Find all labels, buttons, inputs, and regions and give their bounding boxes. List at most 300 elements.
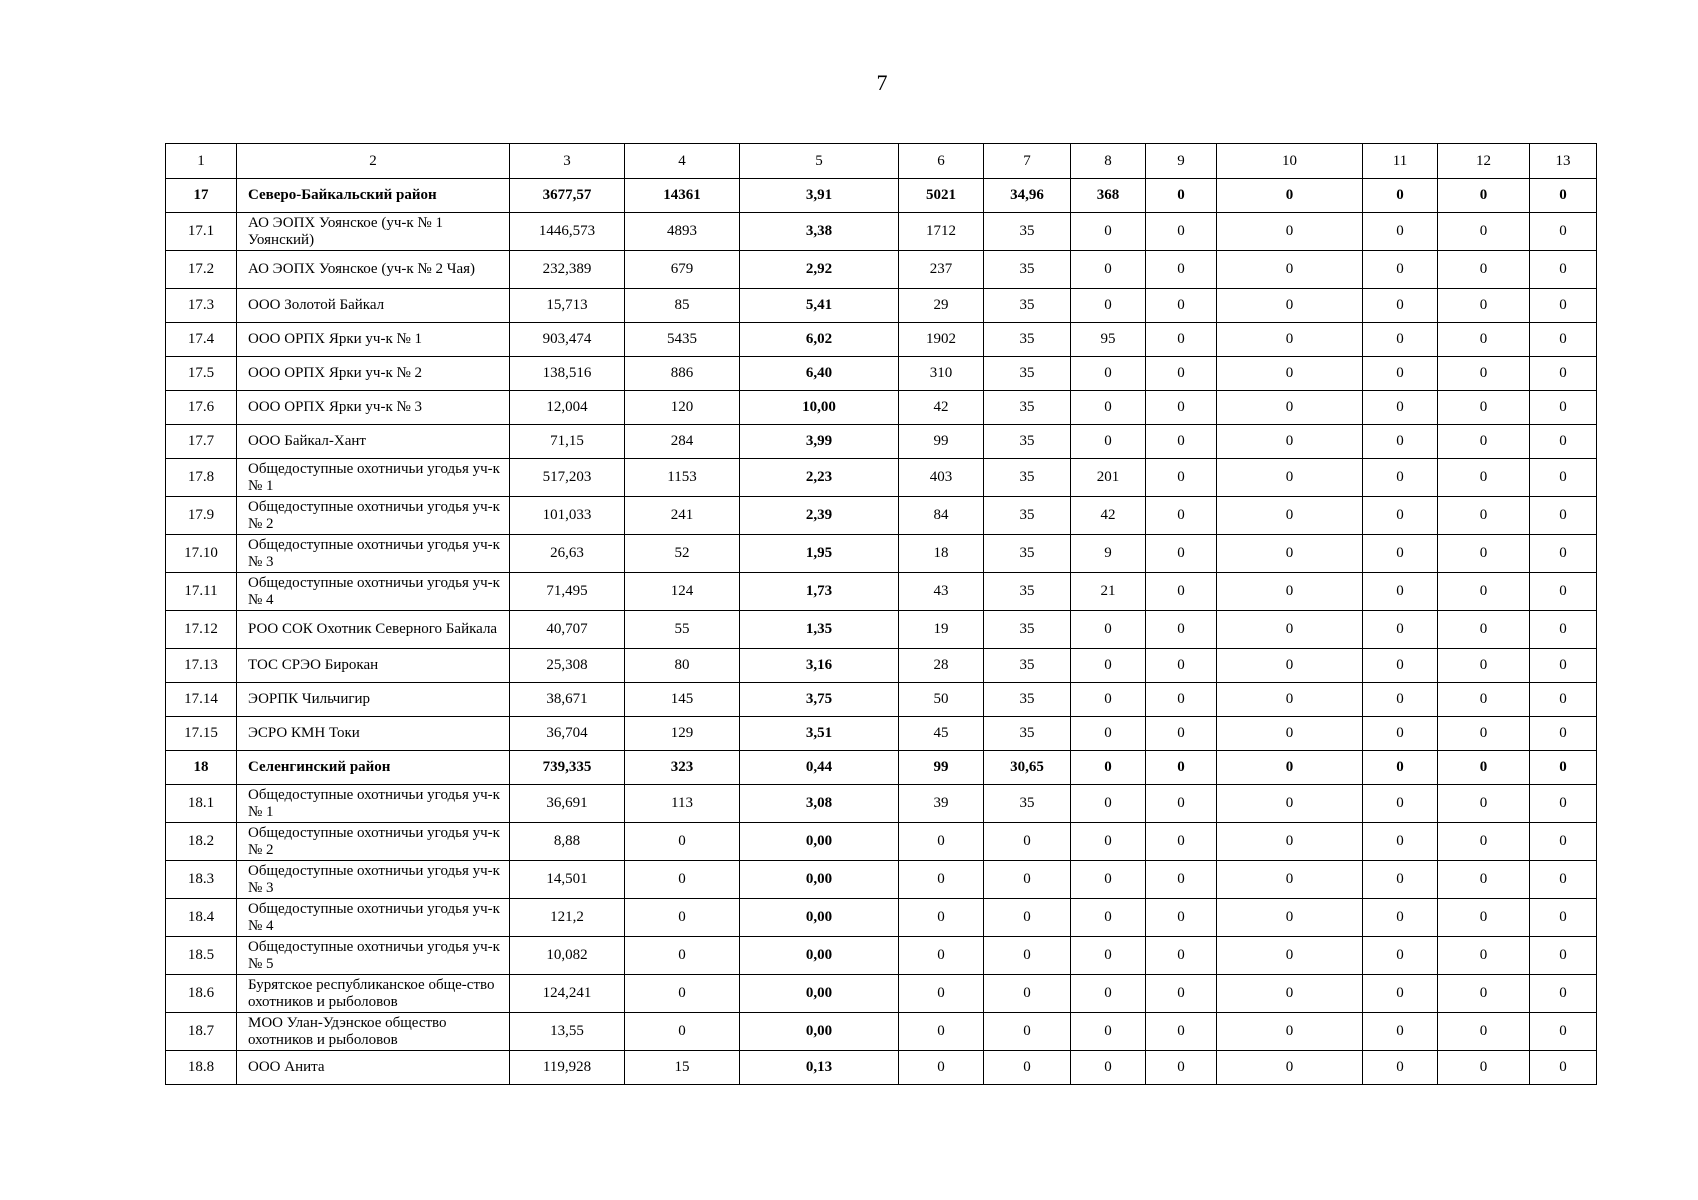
header-cell: 2 xyxy=(237,144,510,179)
table-cell: 0 xyxy=(1438,251,1530,289)
table-cell: 0 xyxy=(1363,535,1438,573)
table-cell: 0 xyxy=(899,861,984,899)
table-cell: 2,92 xyxy=(740,251,899,289)
table-row xyxy=(166,861,1597,899)
table-cell: 18 xyxy=(899,535,984,573)
header-cell: 1 xyxy=(166,144,237,179)
table-cell: 0 xyxy=(984,861,1071,899)
table-cell: 0 xyxy=(625,899,740,937)
table-cell: 323 xyxy=(625,751,740,785)
table-cell: 0 xyxy=(1071,391,1146,425)
table-cell: 0 xyxy=(625,823,740,861)
table-cell: 0 xyxy=(899,1013,984,1051)
table-cell: 0 xyxy=(1438,899,1530,937)
row-number-cell: 18.3 xyxy=(166,861,237,899)
table-cell: 0 xyxy=(1146,179,1217,213)
row-name-cell: Общедоступные охотничьи угодья уч-к № 5 xyxy=(237,937,510,975)
table-cell: 1712 xyxy=(899,213,984,251)
table-cell: 0 xyxy=(1146,357,1217,391)
table-cell: 0 xyxy=(1217,785,1363,823)
table-cell: 120 xyxy=(625,391,740,425)
table-cell: 1153 xyxy=(625,459,740,497)
table-cell: 35 xyxy=(984,213,1071,251)
row-name-cell: ООО ОРПХ Ярки уч-к № 2 xyxy=(237,357,510,391)
table-row xyxy=(166,459,1597,497)
table-cell: 113 xyxy=(625,785,740,823)
header-cell: 3 xyxy=(510,144,625,179)
table-cell: 0 xyxy=(1071,289,1146,323)
table-cell: 0 xyxy=(1071,649,1146,683)
table-cell: 0 xyxy=(1438,611,1530,649)
row-name-cell: ООО Анита xyxy=(237,1051,510,1085)
table-cell: 0 xyxy=(1146,717,1217,751)
table-cell: 5021 xyxy=(899,179,984,213)
table-cell: 0 xyxy=(1146,823,1217,861)
header-cell: 10 xyxy=(1217,144,1363,179)
table-cell: 0 xyxy=(1071,899,1146,937)
table-cell: 0 xyxy=(1438,425,1530,459)
table-cell: 0 xyxy=(1071,751,1146,785)
table-cell: 0 xyxy=(1146,649,1217,683)
table-cell: 35 xyxy=(984,251,1071,289)
table-cell: 0 xyxy=(1530,251,1597,289)
table-cell: 35 xyxy=(984,391,1071,425)
table-cell: 0 xyxy=(1530,425,1597,459)
table-cell: 145 xyxy=(625,683,740,717)
table-cell: 0 xyxy=(1438,357,1530,391)
table-cell: 43 xyxy=(899,573,984,611)
table-cell: 85 xyxy=(625,289,740,323)
table-cell: 0 xyxy=(1217,649,1363,683)
table-cell: 0 xyxy=(1071,823,1146,861)
table-cell: 0 xyxy=(1530,683,1597,717)
row-name-cell: Общедоступные охотничьи угодья уч-к № 2 xyxy=(237,497,510,535)
row-number-cell: 17.3 xyxy=(166,289,237,323)
table-cell: 3,16 xyxy=(740,649,899,683)
table-cell: 403 xyxy=(899,459,984,497)
table-row xyxy=(166,937,1597,975)
table-row xyxy=(166,751,1597,785)
table-cell: 0 xyxy=(1530,573,1597,611)
row-number-cell: 18.8 xyxy=(166,1051,237,1085)
table-cell: 1,95 xyxy=(740,535,899,573)
table-cell: 0 xyxy=(1530,535,1597,573)
table-cell: 0 xyxy=(1438,1013,1530,1051)
table-cell: 35 xyxy=(984,497,1071,535)
table-cell: 0 xyxy=(1363,717,1438,751)
table-cell: 0 xyxy=(1363,213,1438,251)
table-cell: 237 xyxy=(899,251,984,289)
table-cell: 0 xyxy=(984,937,1071,975)
table-cell: 0 xyxy=(1438,179,1530,213)
table-cell: 0 xyxy=(1146,251,1217,289)
table-cell: 0 xyxy=(1438,323,1530,357)
table-cell: 0 xyxy=(1363,497,1438,535)
table-cell: 0 xyxy=(625,861,740,899)
table-cell: 36,704 xyxy=(510,717,625,751)
table-cell: 2,39 xyxy=(740,497,899,535)
table-cell: 0 xyxy=(1530,899,1597,937)
table-cell: 0 xyxy=(899,823,984,861)
table-cell: 0 xyxy=(1438,213,1530,251)
table-cell: 0 xyxy=(1530,1013,1597,1051)
table-cell: 6,02 xyxy=(740,323,899,357)
table-cell: 0 xyxy=(1146,323,1217,357)
table-cell: 38,671 xyxy=(510,683,625,717)
table-cell: 121,2 xyxy=(510,899,625,937)
table-cell: 0 xyxy=(1146,785,1217,823)
row-name-cell: ООО Золотой Байкал xyxy=(237,289,510,323)
table-cell: 8,88 xyxy=(510,823,625,861)
table-cell: 284 xyxy=(625,425,740,459)
table-row xyxy=(166,497,1597,535)
header-cell: 11 xyxy=(1363,144,1438,179)
table-cell: 101,033 xyxy=(510,497,625,535)
table-cell: 0 xyxy=(1530,391,1597,425)
table-cell: 50 xyxy=(899,683,984,717)
table-cell: 0 xyxy=(1530,823,1597,861)
table-cell: 0 xyxy=(899,937,984,975)
table-row xyxy=(166,975,1597,1013)
table-cell: 0 xyxy=(1217,937,1363,975)
row-number-cell: 17.12 xyxy=(166,611,237,649)
table-cell: 0 xyxy=(1530,179,1597,213)
table-cell: 15 xyxy=(625,1051,740,1085)
table-cell: 0 xyxy=(1217,459,1363,497)
table-cell: 3,91 xyxy=(740,179,899,213)
table-cell: 0 xyxy=(1217,179,1363,213)
table-cell: 124,241 xyxy=(510,975,625,1013)
table-cell: 19 xyxy=(899,611,984,649)
table-cell: 0,44 xyxy=(740,751,899,785)
table-cell: 0 xyxy=(1071,975,1146,1013)
table-cell: 0 xyxy=(1217,823,1363,861)
table-cell: 124 xyxy=(625,573,740,611)
table-cell: 3,08 xyxy=(740,785,899,823)
table-cell: 0 xyxy=(1530,937,1597,975)
table-row xyxy=(166,289,1597,323)
table-cell: 0 xyxy=(1438,535,1530,573)
table-cell: 71,495 xyxy=(510,573,625,611)
table-cell: 1,73 xyxy=(740,573,899,611)
table-cell: 10,00 xyxy=(740,391,899,425)
table-cell: 0 xyxy=(1438,975,1530,1013)
table-cell: 0 xyxy=(1363,683,1438,717)
table-cell: 0 xyxy=(1438,289,1530,323)
table-cell: 0 xyxy=(1146,535,1217,573)
table-cell: 0 xyxy=(1438,1051,1530,1085)
table-cell: 0 xyxy=(1363,289,1438,323)
table-row xyxy=(166,213,1597,251)
table-row xyxy=(166,391,1597,425)
table-cell: 0 xyxy=(1363,357,1438,391)
row-number-cell: 17.15 xyxy=(166,717,237,751)
data-table xyxy=(165,143,1597,1085)
table-cell: 0 xyxy=(1146,899,1217,937)
table-cell: 0 xyxy=(1146,937,1217,975)
table-cell: 0 xyxy=(1146,425,1217,459)
table-cell: 0 xyxy=(1146,391,1217,425)
table-cell: 84 xyxy=(899,497,984,535)
header-cell: 7 xyxy=(984,144,1071,179)
table-cell: 0 xyxy=(1530,357,1597,391)
table-cell: 55 xyxy=(625,611,740,649)
row-number-cell: 17.8 xyxy=(166,459,237,497)
table-cell: 0 xyxy=(1217,683,1363,717)
table-cell: 0 xyxy=(1438,573,1530,611)
table-cell: 40,707 xyxy=(510,611,625,649)
table-cell: 5,41 xyxy=(740,289,899,323)
table-cell: 0 xyxy=(625,975,740,1013)
table-cell: 201 xyxy=(1071,459,1146,497)
table-cell: 0 xyxy=(625,1013,740,1051)
table-cell: 0 xyxy=(1146,861,1217,899)
row-number-cell: 17.2 xyxy=(166,251,237,289)
table-cell: 0 xyxy=(1363,649,1438,683)
table-cell: 99 xyxy=(899,751,984,785)
table-cell: 0 xyxy=(1217,611,1363,649)
table-cell: 35 xyxy=(984,717,1071,751)
table-cell: 3,75 xyxy=(740,683,899,717)
row-name-cell: Общедоступные охотничьи угодья уч-к № 4 xyxy=(237,899,510,937)
table-cell: 99 xyxy=(899,425,984,459)
table-cell: 0 xyxy=(1363,459,1438,497)
table-cell: 0 xyxy=(1071,1013,1146,1051)
table-cell: 95 xyxy=(1071,323,1146,357)
row-name-cell: ООО Байкал-Хант xyxy=(237,425,510,459)
table-cell: 0 xyxy=(1071,861,1146,899)
table-cell: 0 xyxy=(1363,785,1438,823)
table-cell: 310 xyxy=(899,357,984,391)
row-name-cell: ТОС СРЭО Бирокан xyxy=(237,649,510,683)
table-cell: 35 xyxy=(984,649,1071,683)
table-cell: 0 xyxy=(1146,751,1217,785)
table-cell: 36,691 xyxy=(510,785,625,823)
header-cell: 8 xyxy=(1071,144,1146,179)
table-cell: 0 xyxy=(1217,391,1363,425)
table-cell: 0 xyxy=(984,975,1071,1013)
table-cell: 0,13 xyxy=(740,1051,899,1085)
row-number-cell: 18.2 xyxy=(166,823,237,861)
table-cell: 35 xyxy=(984,459,1071,497)
table-cell: 0 xyxy=(1438,785,1530,823)
table-cell: 0 xyxy=(1438,823,1530,861)
header-cell: 6 xyxy=(899,144,984,179)
table-cell: 0,00 xyxy=(740,861,899,899)
table-cell: 0 xyxy=(1217,899,1363,937)
page-number: 7 xyxy=(876,70,888,95)
row-number-cell: 17 xyxy=(166,179,237,213)
table-cell: 0 xyxy=(1071,683,1146,717)
table-row xyxy=(166,573,1597,611)
table-cell: 35 xyxy=(984,323,1071,357)
row-name-cell: Бурятское республиканское обще-ство охотников и рыболовов xyxy=(237,975,510,1013)
header-cell: 13 xyxy=(1530,144,1597,179)
row-number-cell: 18.6 xyxy=(166,975,237,1013)
table-cell: 0 xyxy=(1146,497,1217,535)
table-cell: 42 xyxy=(1071,497,1146,535)
row-name-cell: Общедоступные охотничьи угодья уч-к № 3 xyxy=(237,861,510,899)
table-cell: 28 xyxy=(899,649,984,683)
table-cell: 0,00 xyxy=(740,937,899,975)
table-cell: 35 xyxy=(984,289,1071,323)
row-number-cell: 17.4 xyxy=(166,323,237,357)
table-cell: 0 xyxy=(1363,823,1438,861)
table-cell: 0 xyxy=(1363,251,1438,289)
table-cell: 21 xyxy=(1071,573,1146,611)
table-cell: 517,203 xyxy=(510,459,625,497)
table-cell: 0 xyxy=(1146,213,1217,251)
table-cell: 0 xyxy=(1217,573,1363,611)
table-cell: 0 xyxy=(1438,497,1530,535)
row-name-cell: Общедоступные охотничьи угодья уч-к № 1 xyxy=(237,459,510,497)
table-cell: 0,00 xyxy=(740,823,899,861)
table-row xyxy=(166,611,1597,649)
table-cell: 1446,573 xyxy=(510,213,625,251)
table-cell: 0 xyxy=(1438,391,1530,425)
table-cell: 0 xyxy=(1530,611,1597,649)
table-cell: 0 xyxy=(1363,573,1438,611)
table-cell: 119,928 xyxy=(510,1051,625,1085)
table-cell: 10,082 xyxy=(510,937,625,975)
table-cell: 0 xyxy=(1071,213,1146,251)
table-header-row xyxy=(166,144,1597,179)
table-cell: 1,35 xyxy=(740,611,899,649)
table-cell: 0 xyxy=(1071,1051,1146,1085)
table-cell: 0 xyxy=(1146,573,1217,611)
table-cell: 0 xyxy=(1438,751,1530,785)
table-row xyxy=(166,1051,1597,1085)
row-number-cell: 17.11 xyxy=(166,573,237,611)
table-cell: 26,63 xyxy=(510,535,625,573)
table-cell: 0 xyxy=(1071,251,1146,289)
row-name-cell: ООО ОРПХ Ярки уч-к № 3 xyxy=(237,391,510,425)
table-cell: 0 xyxy=(1530,323,1597,357)
table-row xyxy=(166,899,1597,937)
table-cell: 52 xyxy=(625,535,740,573)
table-cell: 0 xyxy=(1530,459,1597,497)
row-name-cell: Общедоступные охотничьи угодья уч-к № 3 xyxy=(237,535,510,573)
table-cell: 0 xyxy=(1071,717,1146,751)
table-cell: 241 xyxy=(625,497,740,535)
table-cell: 0,00 xyxy=(740,1013,899,1051)
table-cell: 0 xyxy=(1217,323,1363,357)
table-cell: 0 xyxy=(1071,785,1146,823)
row-number-cell: 17.7 xyxy=(166,425,237,459)
table-cell: 0 xyxy=(1363,751,1438,785)
header-cell: 9 xyxy=(1146,144,1217,179)
table-cell: 0 xyxy=(1146,1013,1217,1051)
table-cell: 0 xyxy=(1530,717,1597,751)
table-cell: 0 xyxy=(1438,717,1530,751)
row-number-cell: 17.13 xyxy=(166,649,237,683)
table-cell: 368 xyxy=(1071,179,1146,213)
table-cell: 0 xyxy=(1217,535,1363,573)
table-row xyxy=(166,717,1597,751)
table-cell: 0 xyxy=(1146,1051,1217,1085)
table-cell: 39 xyxy=(899,785,984,823)
table-cell: 0 xyxy=(1363,611,1438,649)
table-cell: 0 xyxy=(1363,179,1438,213)
table-row xyxy=(166,1013,1597,1051)
table-cell: 13,55 xyxy=(510,1013,625,1051)
table-cell: 0 xyxy=(1217,251,1363,289)
table-cell: 0 xyxy=(1071,937,1146,975)
table-cell: 6,40 xyxy=(740,357,899,391)
table-cell: 1902 xyxy=(899,323,984,357)
table-cell: 0 xyxy=(1363,1051,1438,1085)
table-cell: 0 xyxy=(1438,937,1530,975)
table-cell: 0,00 xyxy=(740,975,899,1013)
table-row xyxy=(166,785,1597,823)
table-cell: 3,99 xyxy=(740,425,899,459)
table-cell: 0 xyxy=(1530,785,1597,823)
row-number-cell: 17.9 xyxy=(166,497,237,535)
table-cell: 3,51 xyxy=(740,717,899,751)
table-cell: 0 xyxy=(1217,425,1363,459)
table-cell: 0 xyxy=(1217,497,1363,535)
table-cell: 0 xyxy=(1530,975,1597,1013)
row-name-cell: ЭОРПК Чильчигир xyxy=(237,683,510,717)
row-number-cell: 18.1 xyxy=(166,785,237,823)
table-cell: 5435 xyxy=(625,323,740,357)
table-cell: 0 xyxy=(1530,289,1597,323)
table-cell: 0 xyxy=(1530,751,1597,785)
row-name-cell: Северо-Байкальский район xyxy=(237,179,510,213)
table-cell: 15,713 xyxy=(510,289,625,323)
table-cell: 0 xyxy=(1363,975,1438,1013)
table-cell: 0 xyxy=(1217,1051,1363,1085)
table-cell: 25,308 xyxy=(510,649,625,683)
table-cell: 35 xyxy=(984,535,1071,573)
table-row xyxy=(166,649,1597,683)
table-cell: 0 xyxy=(1530,497,1597,535)
table-cell: 0 xyxy=(1146,289,1217,323)
table-cell: 0 xyxy=(1217,357,1363,391)
table-cell: 45 xyxy=(899,717,984,751)
table-row xyxy=(166,357,1597,391)
table-cell: 0 xyxy=(1530,1051,1597,1085)
table-cell: 0 xyxy=(984,823,1071,861)
table-cell: 886 xyxy=(625,357,740,391)
row-name-cell: Общедоступные охотничьи угодья уч-к № 1 xyxy=(237,785,510,823)
table-cell: 0 xyxy=(1217,717,1363,751)
table-cell: 739,335 xyxy=(510,751,625,785)
table-cell: 0 xyxy=(1217,289,1363,323)
table-cell: 14361 xyxy=(625,179,740,213)
row-number-cell: 18.4 xyxy=(166,899,237,937)
row-number-cell: 17.10 xyxy=(166,535,237,573)
table-cell: 0 xyxy=(1363,937,1438,975)
table-cell: 9 xyxy=(1071,535,1146,573)
table-cell: 0 xyxy=(1146,975,1217,1013)
table-cell: 35 xyxy=(984,357,1071,391)
table-cell: 4893 xyxy=(625,213,740,251)
row-number-cell: 18.7 xyxy=(166,1013,237,1051)
table-cell: 35 xyxy=(984,573,1071,611)
table-cell: 0 xyxy=(899,975,984,1013)
table-cell: 3677,57 xyxy=(510,179,625,213)
table-cell: 0 xyxy=(1363,391,1438,425)
table-row xyxy=(166,323,1597,357)
table-cell: 0 xyxy=(1363,899,1438,937)
table-cell: 0 xyxy=(1438,649,1530,683)
table-cell: 0 xyxy=(625,937,740,975)
table-cell: 71,15 xyxy=(510,425,625,459)
table-cell: 0 xyxy=(984,899,1071,937)
row-name-cell: АО ЭОПХ Уоянское (уч-к № 1 Уоянский) xyxy=(237,213,510,251)
table-cell: 0 xyxy=(1438,861,1530,899)
